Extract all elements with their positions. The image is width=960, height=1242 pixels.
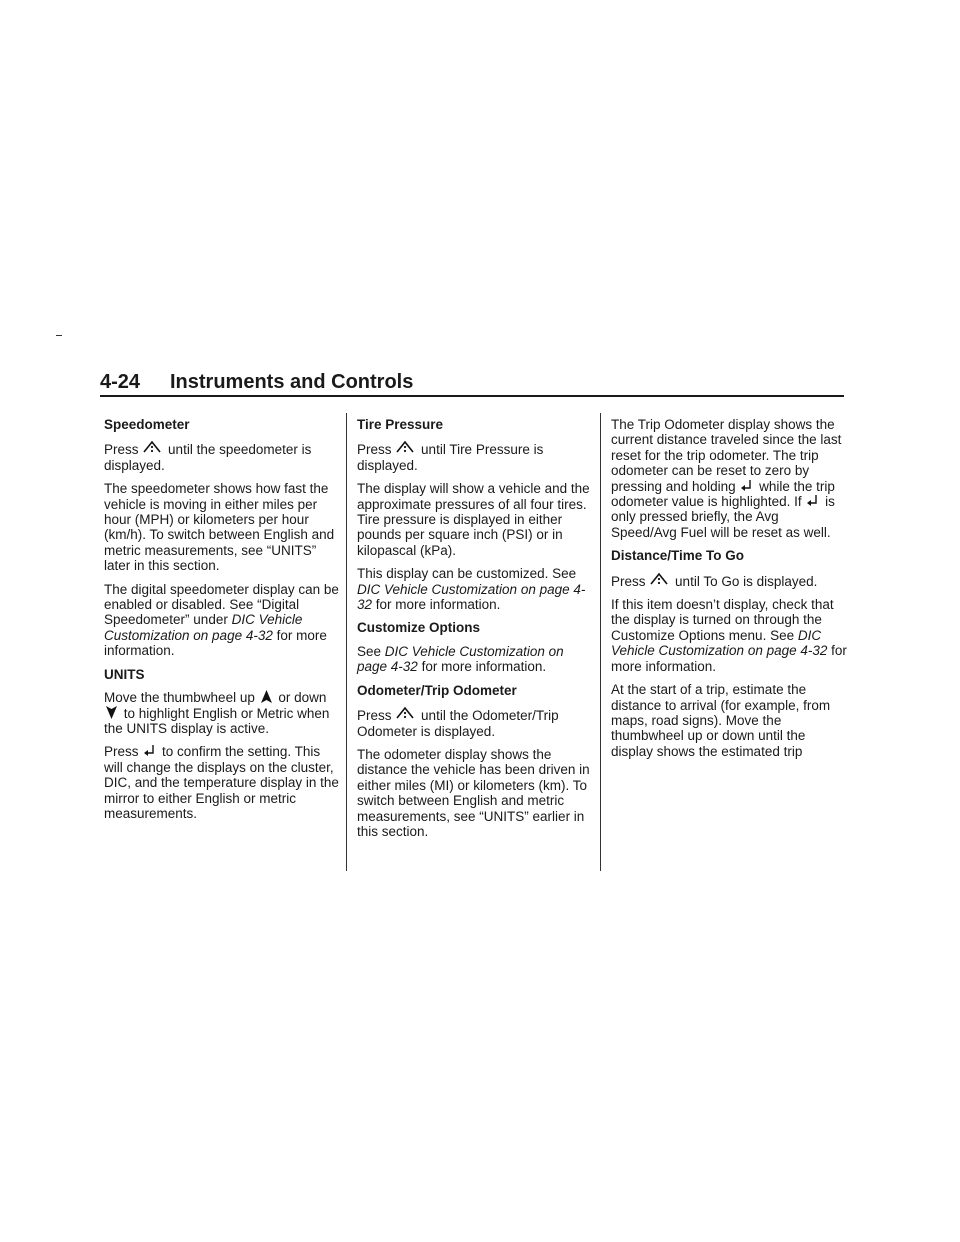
text: for more information. — [375, 597, 501, 613]
odometer-press-paragraph — [357, 706, 593, 739]
cross-reference-link[interactable]: DIC Vehicle Customization on page 4-32 — [357, 643, 564, 675]
start-trip-paragraph: At the start of a trip, estimate the distance to arrival (for example, from maps, road signs). Move the thumbwheel up or down until the display shows the estimated trip — [611, 682, 831, 759]
text: If this item doesn’t display, check that the display is turned on through the Customize Options menu. See — [611, 597, 834, 643]
text: or down — [278, 690, 327, 706]
speedometer-heading: Speedometer — [104, 417, 190, 432]
text: until the speedometer is displayed. — [104, 442, 312, 473]
tire-description: The display will show a vehicle and the approximate pressures of all four tires. Tire pressure is displayed in either pounds per square inch (PSI) or in kilopascal (kPa). — [357, 481, 590, 558]
text: while the trip odometer value is highlighted. If — [611, 478, 835, 510]
text: Move the thumbwheel up — [104, 690, 255, 706]
text: Press — [357, 442, 392, 458]
text: is only pressed briefly, the Avg Speed/Avg Fuel will be reset as well. — [611, 494, 835, 540]
column-2 — [357, 417, 593, 847]
distance-check-paragraph — [611, 597, 847, 674]
text: until Tire Pressure is displayed. — [357, 442, 544, 473]
text: This display can be customized. See — [357, 566, 577, 582]
text: for more information. — [104, 627, 327, 659]
units-paragraph — [104, 690, 340, 736]
text: until To Go is displayed. — [675, 573, 818, 589]
text: for more information. — [421, 659, 547, 675]
set-reset-icon — [741, 479, 752, 492]
cross-reference-link[interactable]: DIC Vehicle Customization on page 4-32 — [611, 627, 828, 659]
thumbwheel-down-icon — [106, 706, 117, 719]
text: The Trip Odometer display shows the current distance traveled since the last reset for the trip odometer. The trip odometer can be reset to zero by pressing and holding — [611, 417, 842, 494]
tire-pressure-heading: Tire Pressure — [357, 417, 444, 432]
text: Press — [357, 708, 392, 724]
speedometer-press-paragraph — [104, 440, 340, 473]
tire-press-paragraph — [357, 440, 593, 473]
units-confirm-paragraph — [104, 744, 340, 821]
text: The digital speedometer display can be enabled or disabled. See “Digital Speedometer” under — [104, 581, 339, 628]
menu-icon — [396, 440, 414, 454]
odometer-description: The odometer display shows the distance the vehicle has been driven in either miles (MI) or kilometers (km). To switch between English and metric measurements, see “UNITS” earlier in this section. — [357, 746, 590, 839]
text: Press — [104, 744, 139, 760]
stray-mark — [56, 335, 62, 336]
distance-time-heading: Distance/Time To Go — [611, 548, 745, 564]
speedometer-description: The speedometer shows how fast the vehicle is moving in either miles per hour (MPH) or kilometers per hour (km/h). To switch between English and metric measurements, see “UNITS” later in this section. — [104, 481, 335, 574]
distance-press-paragraph — [611, 572, 847, 589]
cross-reference-link[interactable]: DIC Vehicle Customization on page 4-32 — [104, 612, 303, 643]
text: See — [357, 643, 382, 659]
menu-icon — [396, 706, 414, 720]
set-reset-icon — [807, 494, 818, 507]
column-1 — [104, 417, 340, 829]
header-rule — [100, 395, 844, 397]
menu-icon — [650, 572, 668, 586]
odometer-heading: Odometer/Trip Odometer — [357, 682, 517, 698]
text: Press — [104, 442, 139, 458]
column-divider — [600, 413, 601, 871]
text: to confirm the setting. This will change the displays on the cluster, DIC, and the temperature display in the mirror to either English or metric measurements. — [104, 744, 339, 821]
cross-reference-link[interactable]: DIC Vehicle Customization on page 4-32 — [357, 581, 586, 613]
customizable-paragraph — [357, 566, 593, 612]
section-title: Instruments and Controls — [170, 371, 414, 393]
units-heading: UNITS — [104, 666, 145, 682]
thumbwheel-up-icon — [261, 690, 272, 703]
text: for more information. — [611, 643, 847, 674]
column-divider — [346, 413, 347, 871]
customize-options-heading: Customize Options — [357, 620, 481, 636]
digital-speedometer-paragraph — [104, 582, 340, 659]
menu-icon — [143, 440, 161, 454]
trip-odometer-paragraph — [611, 417, 847, 540]
text: until the Odometer/Trip Odometer is displayed. — [357, 708, 559, 739]
page-header — [100, 371, 844, 397]
text: to highlight English or Metric when the UNITS display is active. — [104, 705, 330, 736]
customize-options-paragraph — [357, 644, 593, 675]
page-number: 4-24 — [100, 371, 141, 393]
set-reset-icon — [144, 744, 155, 757]
text: Press — [611, 573, 646, 589]
column-3 — [611, 417, 847, 767]
